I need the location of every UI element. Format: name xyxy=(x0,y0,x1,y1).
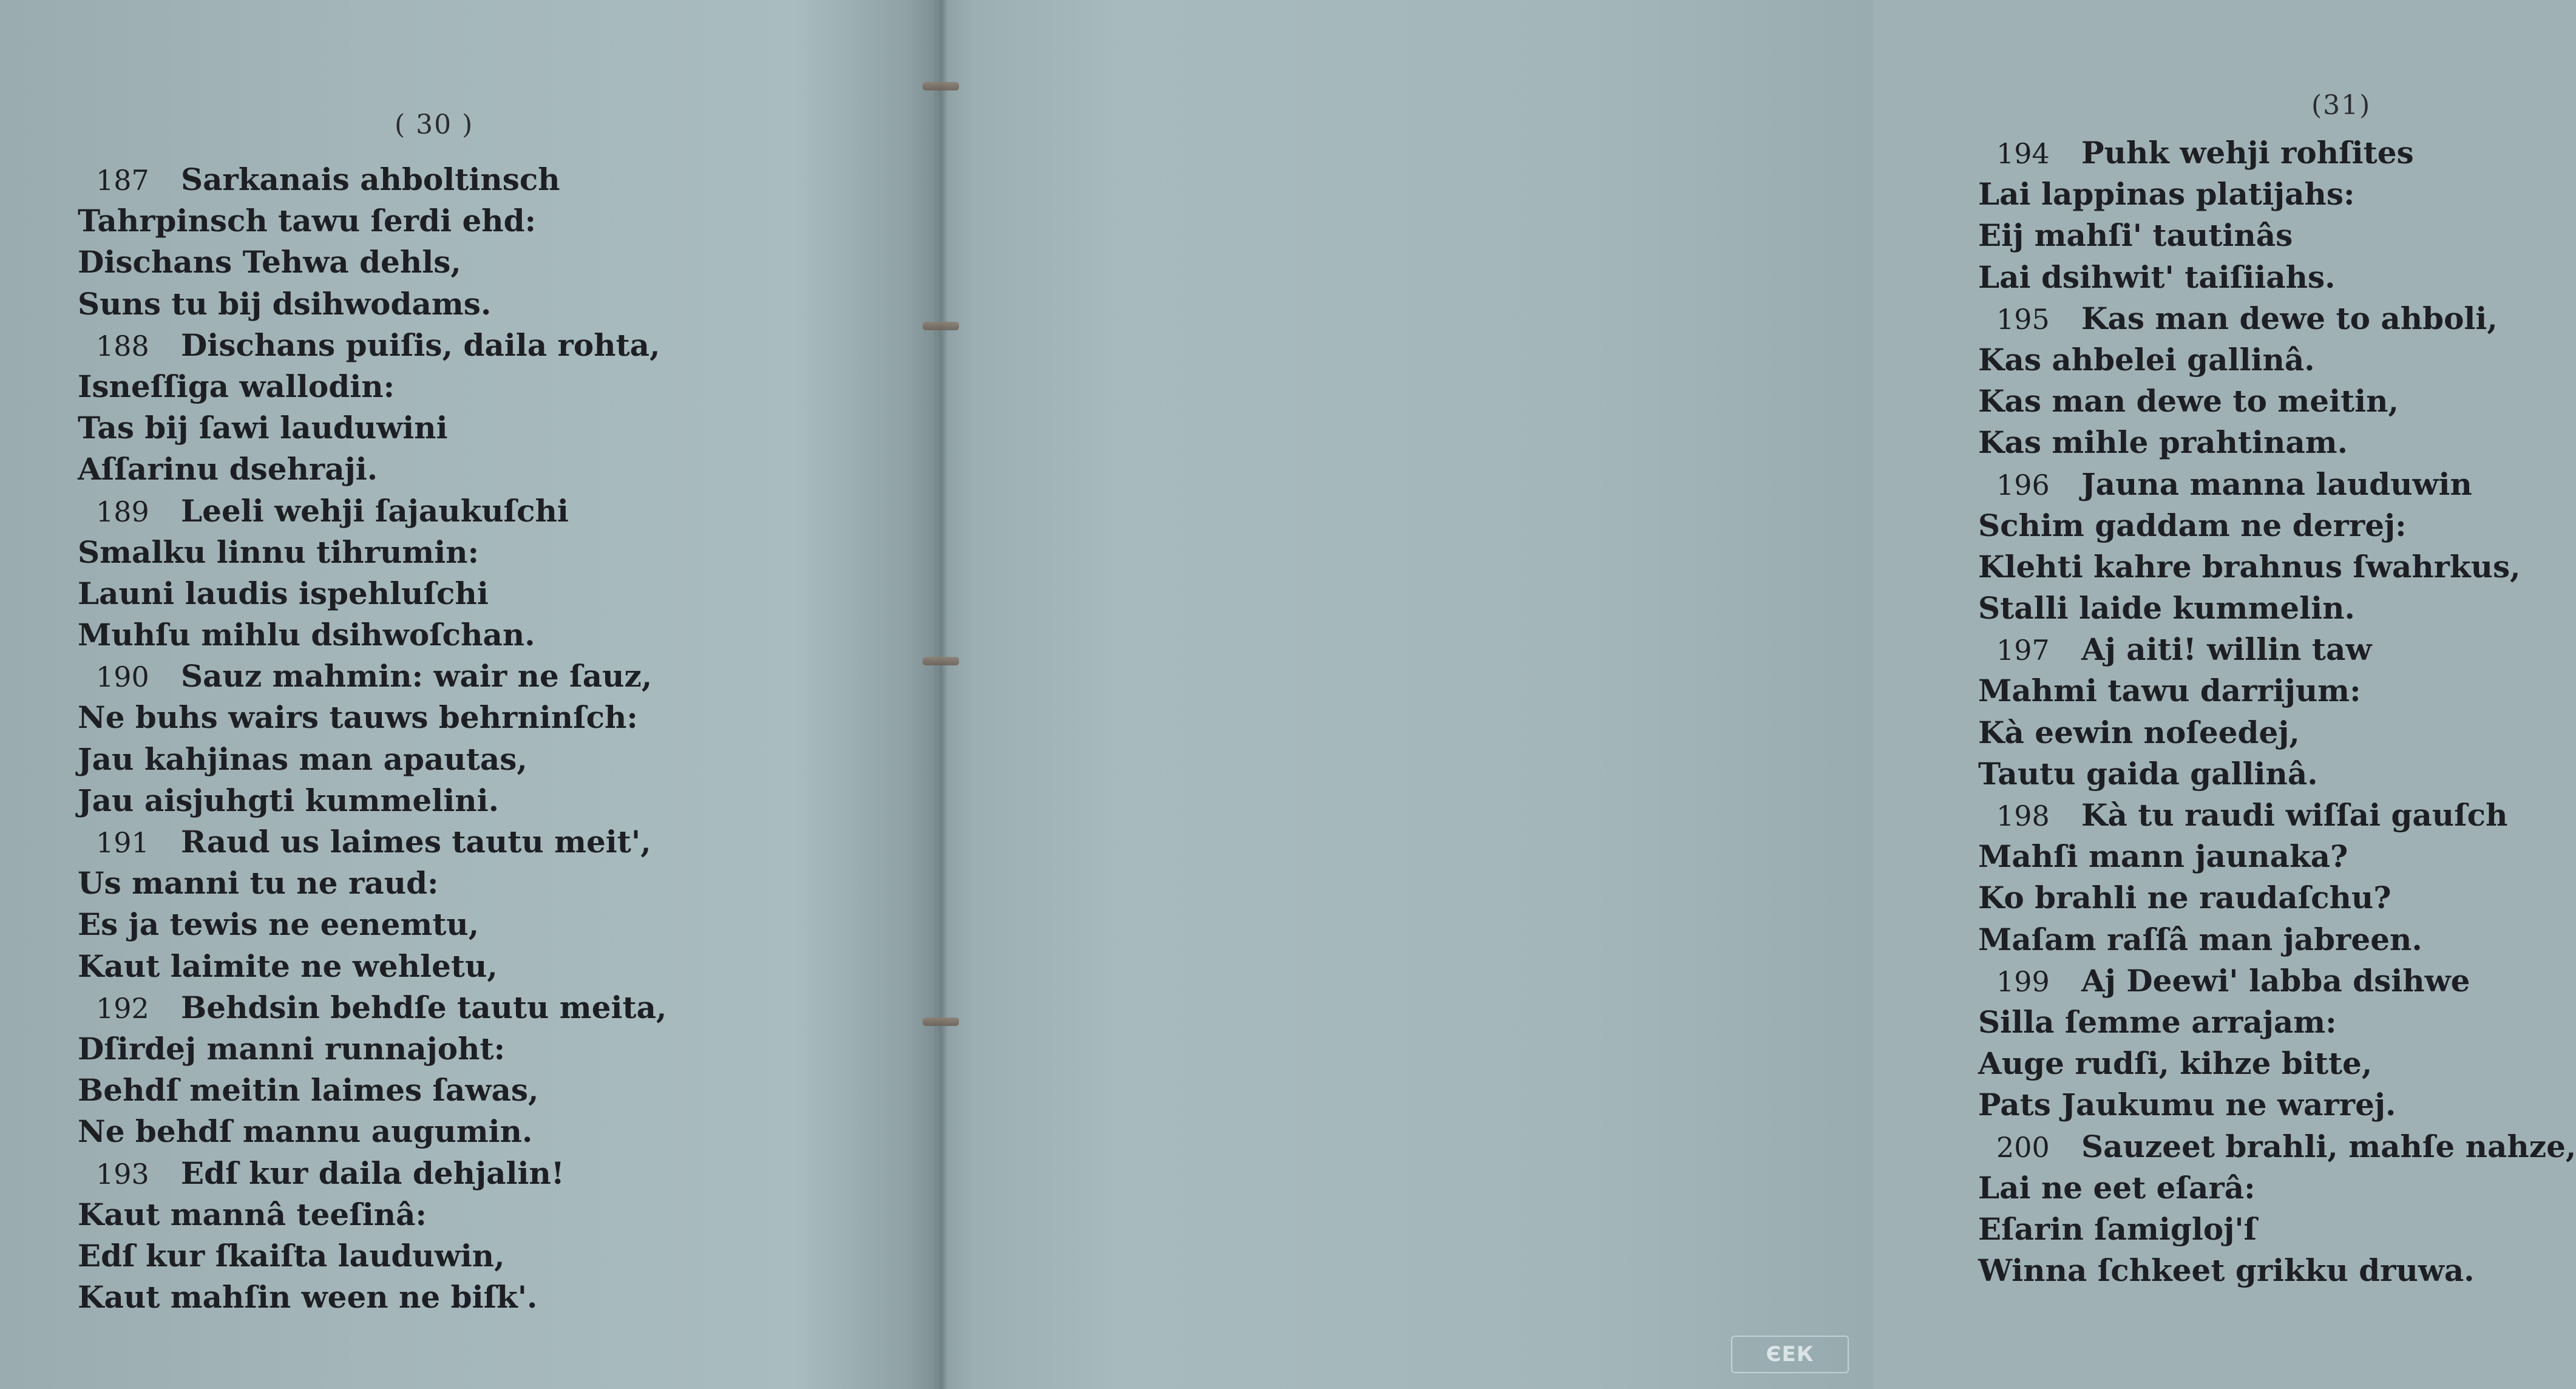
verse-text: Lai dsihwit' taiſiiahs. xyxy=(1978,259,2336,295)
verse-text: Es ja tewis ne eenemtu, xyxy=(78,906,480,943)
verse-line xyxy=(1978,298,2576,339)
verse-line xyxy=(78,1277,666,1318)
verse-number: 196 xyxy=(1996,468,2050,501)
verse-line xyxy=(1978,588,2576,629)
verse-text: Leeli wehji ſajaukuſchi xyxy=(181,492,569,529)
verse-line xyxy=(78,821,666,863)
verse-text: Winna ſchkeet grikku druwa. xyxy=(1978,1252,2475,1289)
verse-line xyxy=(78,863,666,904)
verse-text: Dischans puiſis, daila rohta, xyxy=(181,327,660,363)
right-page-number: (31) xyxy=(2311,90,2371,121)
verse-line xyxy=(1978,381,2576,422)
verse-line xyxy=(78,780,666,821)
verse-number: 197 xyxy=(1996,634,2050,667)
verse-text: Ko brahli ne raudaſchu? xyxy=(1978,880,2391,916)
verse-number: 194 xyxy=(1996,137,2050,170)
verse-text: Puhk wehji rohſites xyxy=(2081,135,2414,171)
verse-line xyxy=(1978,712,2576,753)
verse-text: Kaut laimite ne wehletu, xyxy=(78,948,498,984)
verse-text: Kà tu raudi wiſſai gauſch xyxy=(2081,797,2508,833)
binding-stitch xyxy=(923,657,959,665)
verse-line xyxy=(1978,1126,2576,1167)
left-page-number: ( 30 ) xyxy=(395,109,474,140)
verse-text: Tas bij ſawi lauduwini xyxy=(78,410,448,446)
verse-number: 187 xyxy=(96,164,149,197)
verse-line xyxy=(78,491,666,532)
verse-line xyxy=(78,904,666,945)
verse-line xyxy=(78,1070,666,1111)
verse-text: Eij mahſi' tautinâs xyxy=(1978,217,2293,254)
verse-line xyxy=(78,449,666,490)
verse-number: 199 xyxy=(1996,965,2050,998)
verse-text: Launi laudis ispehluſchi xyxy=(78,575,489,611)
verse-line xyxy=(1978,753,2576,795)
verse-text: Sauzeet brahli, mahſe nahze, xyxy=(2081,1128,2576,1164)
left-page-text xyxy=(78,159,666,1318)
verse-number: 188 xyxy=(96,329,149,362)
verse-line xyxy=(1978,877,2576,919)
verse-line xyxy=(78,739,666,780)
left-page xyxy=(0,0,937,1389)
verse-line xyxy=(78,987,666,1028)
verse-line xyxy=(78,200,666,242)
verse-line xyxy=(1978,629,2576,670)
verse-line xyxy=(1978,132,2576,174)
verse-line xyxy=(78,1153,666,1194)
verse-text: Mahſi mann jaunaka? xyxy=(1978,838,2348,875)
verse-line xyxy=(78,159,666,200)
verse-text: Kas man dewe to meitin, xyxy=(1978,383,2399,419)
verse-text: Sarkanais ahboltinsch xyxy=(181,161,560,197)
verse-text: Jau kahjinas man apautas, xyxy=(78,741,527,777)
verse-line xyxy=(78,284,666,325)
verse-number: 193 xyxy=(96,1157,149,1190)
verse-text: Kà eewin noſeedej, xyxy=(1978,714,2300,750)
right-page xyxy=(937,0,2576,1389)
verse-line xyxy=(78,656,666,697)
verse-line xyxy=(1978,339,2576,381)
verse-line xyxy=(78,242,666,283)
verse-text: Behdsin behdſe tautu meita, xyxy=(181,989,667,1025)
verse-number: 191 xyxy=(96,826,149,859)
verse-line xyxy=(1978,1043,2576,1084)
binding-stitch xyxy=(923,1017,959,1026)
verse-text: Kaut mahſin ween ne biſk'. xyxy=(78,1279,538,1316)
verse-line xyxy=(1978,422,2576,463)
verse-line xyxy=(78,1111,666,1152)
verse-line xyxy=(1978,960,2576,1002)
verse-text: Edſ kur ſkaiſta lauduwin, xyxy=(78,1237,505,1274)
verse-text: Auge rudſi, kihze bitte, xyxy=(1978,1045,2373,1082)
verse-text: Edſ kur daila dehjalin! xyxy=(181,1155,564,1191)
verse-line xyxy=(78,366,666,407)
verse-text: Kas mihle prahtinam. xyxy=(1978,424,2348,461)
verse-text: Aj Deewi' labba dsihwe xyxy=(2081,962,2470,999)
verse-text: Ne buhs wairs tauws behrninſch: xyxy=(78,699,638,736)
verse-text: Dischans Tehwa dehls, xyxy=(78,244,461,280)
verse-text: Silla ſemme arrajam: xyxy=(1978,1004,2337,1040)
right-page-text xyxy=(1978,132,2576,1291)
verse-line xyxy=(78,1028,666,1070)
verse-text: Aj aiti! willin taw xyxy=(2081,631,2372,668)
verse-line xyxy=(78,614,666,656)
verse-text: Ne behdſ mannu augumin. xyxy=(78,1113,533,1150)
verse-line xyxy=(1978,1002,2576,1043)
verse-number: 200 xyxy=(1996,1130,2050,1164)
verse-number: 192 xyxy=(96,991,149,1025)
verse-line xyxy=(1978,1167,2576,1209)
verse-line xyxy=(1978,1084,2576,1126)
verse-line xyxy=(1978,546,2576,588)
verse-number: 198 xyxy=(1996,800,2050,832)
binding-stitch xyxy=(923,322,959,330)
verse-line xyxy=(78,532,666,573)
verse-line xyxy=(78,407,666,449)
verse-line xyxy=(1978,1209,2576,1250)
verse-text: Sauz mahmin: wair ne ſauz, xyxy=(181,658,652,694)
verse-text: Aſſarinu dsehraji. xyxy=(78,451,378,487)
verse-text: Smalku linnu tihrumin: xyxy=(78,534,480,570)
verse-line xyxy=(1978,215,2576,256)
verse-line xyxy=(78,1194,666,1235)
verse-text: Tautu gaida gallinâ. xyxy=(1978,755,2318,792)
verse-number: 195 xyxy=(1996,302,2050,336)
verse-text: Jauna manna lauduwin xyxy=(2081,466,2472,502)
verse-text: Eſarin ſamigloj'ſ xyxy=(1978,1211,2257,1247)
verse-line xyxy=(78,697,666,738)
verse-line xyxy=(78,573,666,614)
watermark-text: ЄЕК xyxy=(1766,1342,1814,1367)
verse-line xyxy=(1978,1250,2576,1291)
verse-number: 189 xyxy=(96,495,149,528)
verse-text: Mahmi tawu darrijum: xyxy=(1978,673,2361,709)
verse-text: Tahrpinsch tawu ſerdi ehd: xyxy=(78,203,537,239)
verse-line xyxy=(1978,464,2576,505)
verse-text: Lai lappinas platijahs: xyxy=(1978,176,2355,212)
verse-text: Behdſ meitin laimes ſawas, xyxy=(78,1072,539,1109)
verse-text: Muhſu mihlu dsihwoſchan. xyxy=(78,617,535,653)
verse-line xyxy=(1978,174,2576,215)
verse-text: Suns tu bij dsihwodams. xyxy=(78,285,492,322)
verse-text: Raud us laimes tautu meit', xyxy=(181,824,651,860)
verse-line xyxy=(78,325,666,366)
verse-text: Maſam raſſâ man jabreen. xyxy=(1978,921,2422,957)
verse-text: Klehti kahre brahnus ſwahrkus, xyxy=(1978,548,2521,585)
verse-line xyxy=(78,1235,666,1277)
verse-text: Stalli laide kummelin. xyxy=(1978,590,2355,627)
verse-text: Schim gaddam ne derrej: xyxy=(1978,507,2407,543)
verse-line xyxy=(1978,670,2576,711)
library-watermark-logo xyxy=(1731,1336,1849,1373)
verse-text: Kas ahbelei gallinâ. xyxy=(1978,341,2315,378)
book-gutter xyxy=(934,0,948,1389)
verse-text: Jau aisjuhgti kummelini. xyxy=(78,782,499,818)
verse-text: Kaut mannâ teeſinâ: xyxy=(78,1196,427,1232)
verse-text: Pats Jaukumu ne warrej. xyxy=(1978,1087,2396,1123)
verse-text: Isneſſiga wallodin: xyxy=(78,368,395,404)
verse-line xyxy=(1978,919,2576,960)
verse-text: Lai ne eet eſarâ: xyxy=(1978,1169,2256,1206)
verse-text: Dſirdej manni runnajoht: xyxy=(78,1030,506,1067)
verse-number: 190 xyxy=(96,661,149,694)
verse-line xyxy=(78,946,666,987)
binding-stitch xyxy=(923,82,959,90)
verse-line xyxy=(1978,836,2576,877)
verse-text: Us manni tu ne raud: xyxy=(78,865,439,902)
verse-line xyxy=(1978,505,2576,546)
verse-line xyxy=(1978,795,2576,836)
verse-line xyxy=(1978,257,2576,298)
verse-text: Kas man dewe to ahboli, xyxy=(2081,300,2498,336)
